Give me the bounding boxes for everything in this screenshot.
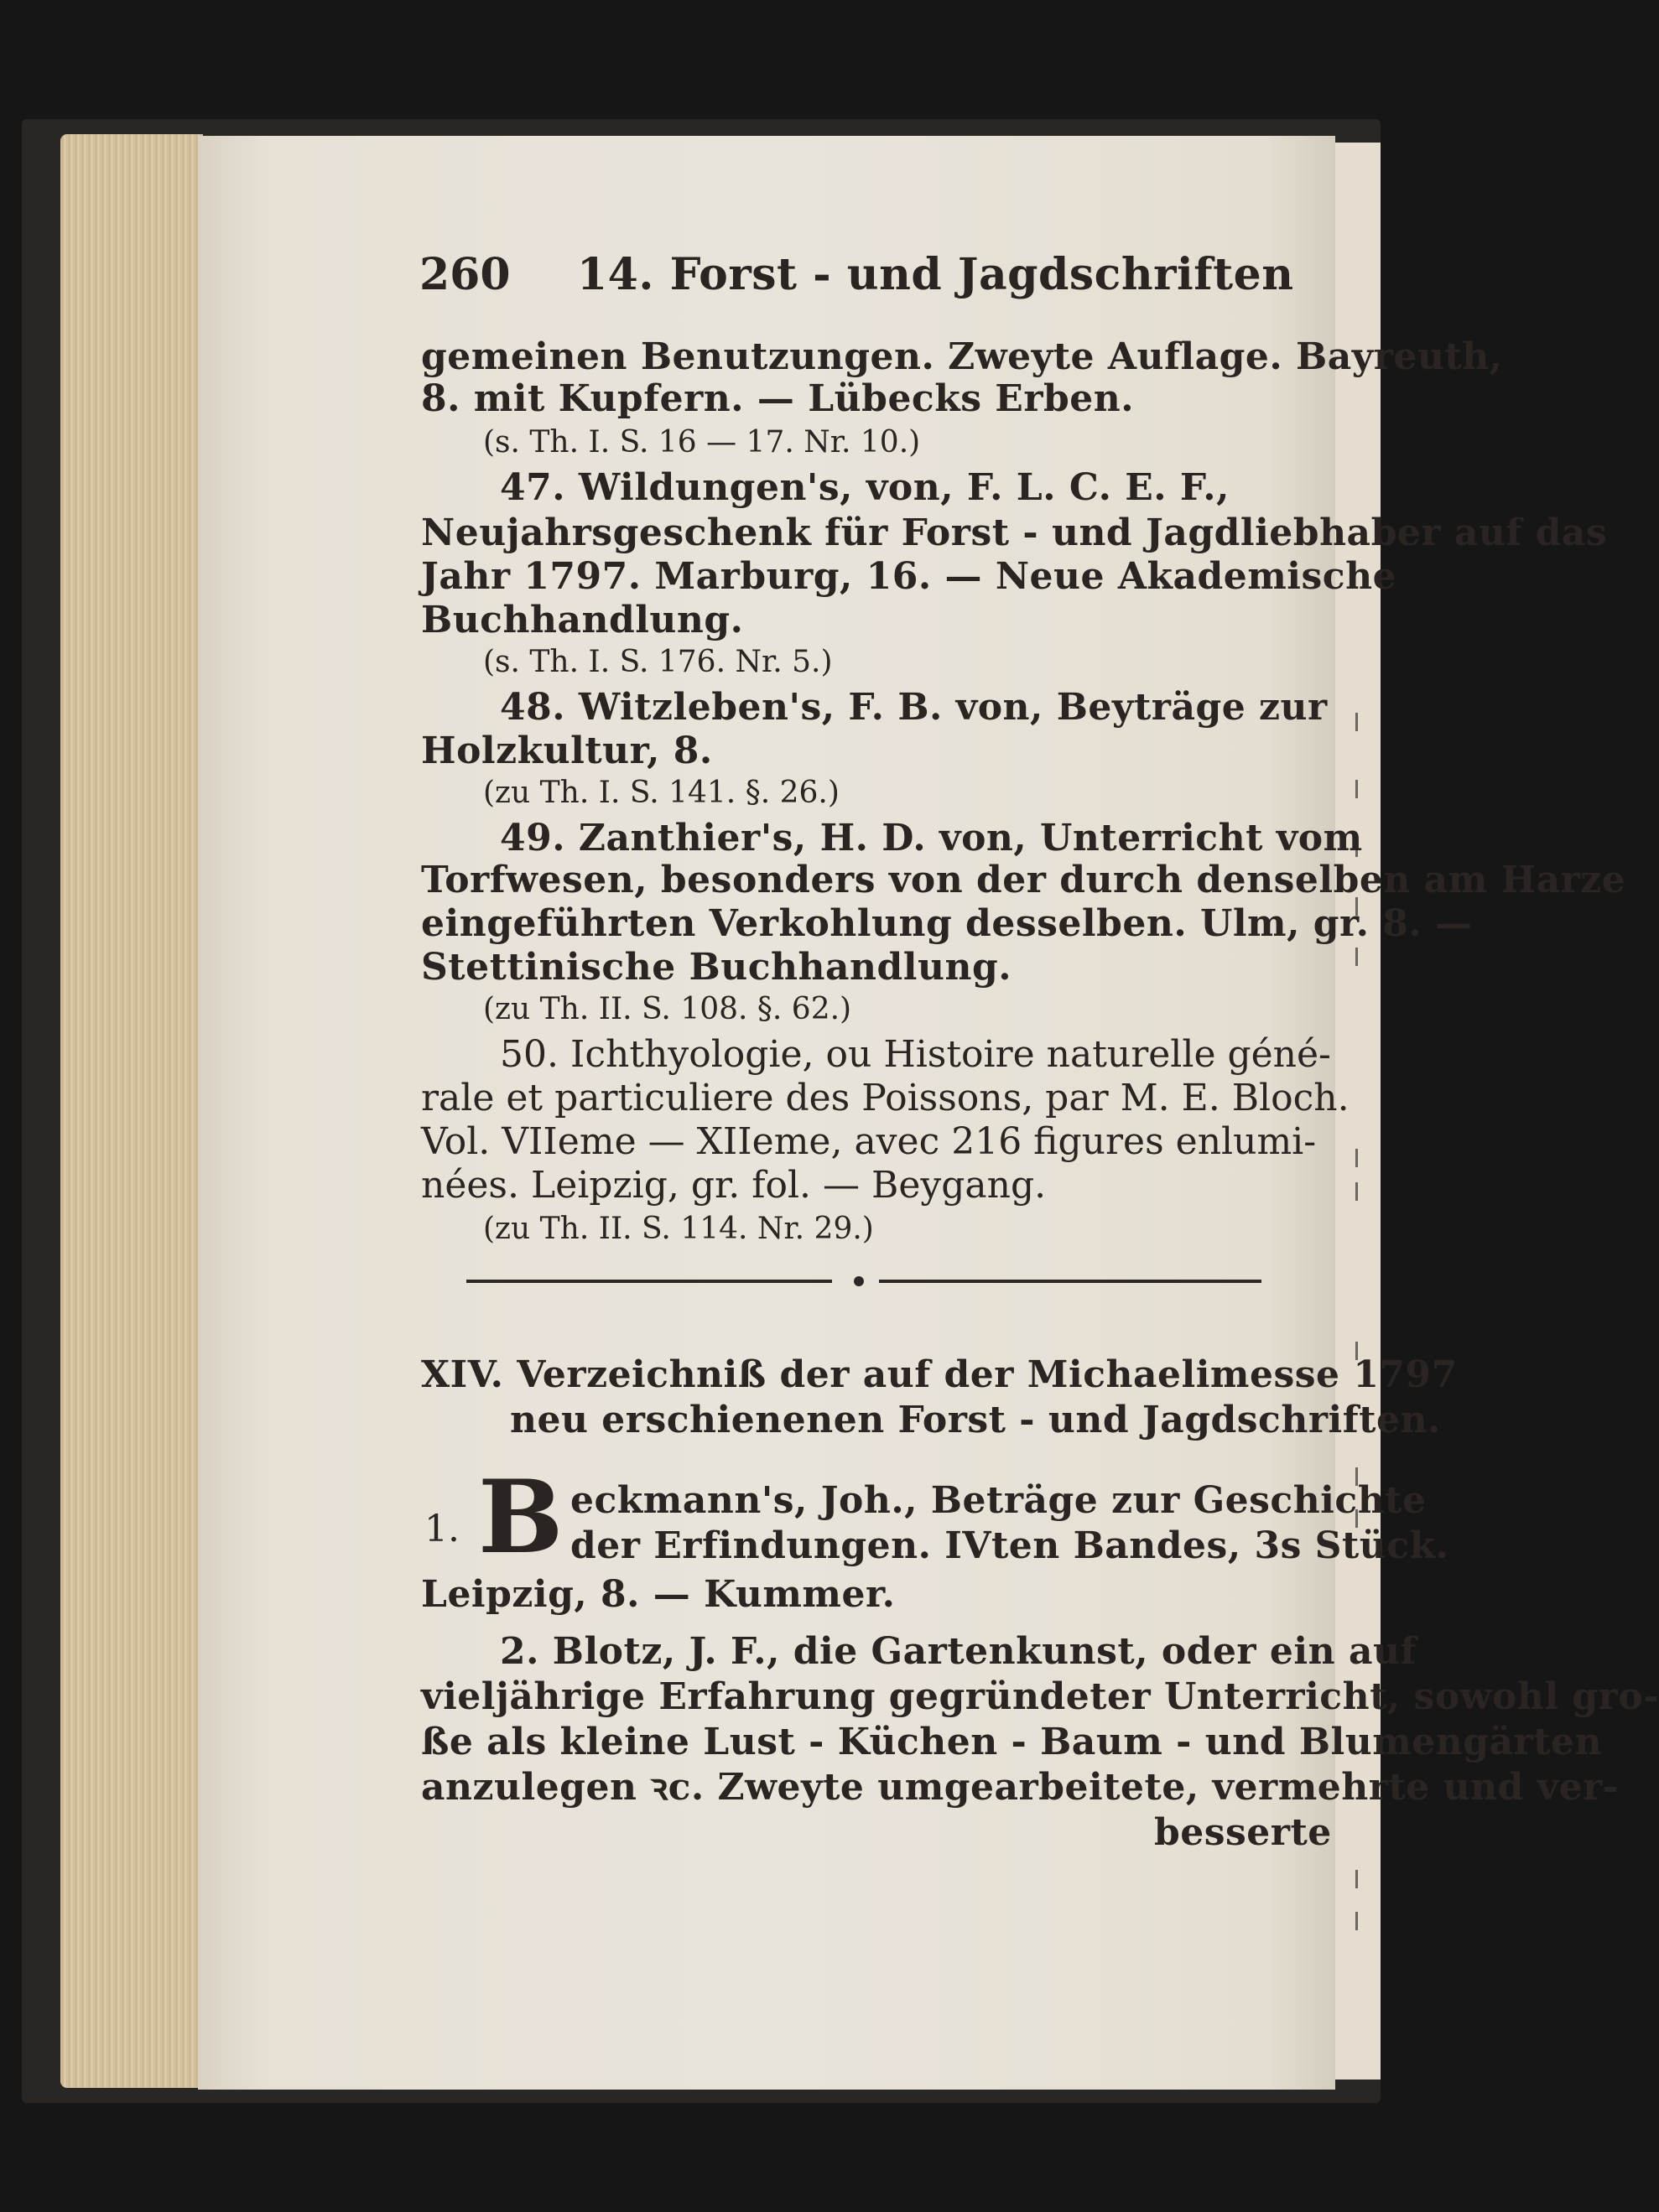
text-line: Neujahrsgeschenk für Forst - und Jagdliebhaber auf das — [421, 511, 1608, 554]
text-line: vieljährige Erfahrung gegründeter Unterricht, sowohl gro- — [421, 1675, 1659, 1718]
section-heading: XIV. Verzeichniß der auf der Michaelimesse 1797 — [421, 1353, 1458, 1396]
text-line: Vol. VIIeme — XIIeme, avec 216 figures enlumi- — [421, 1120, 1317, 1163]
section-heading-continued: neu erschienenen Forst - und Jagdschriften. — [510, 1399, 1441, 1441]
divider-left — [466, 1280, 832, 1283]
entry-heading: 48. Witzleben's, F. B. von, Beyträge zur — [500, 686, 1328, 729]
text-line: Leipzig, 8. — Kummer. — [421, 1573, 896, 1616]
entry-heading: 49. Zanthier's, H. D. von, Unterricht vom — [500, 817, 1363, 859]
entry-heading: 2. Blotz, J. F., die Gartenkunst, oder ein auf — [500, 1630, 1417, 1673]
text-line: gemeinen Benutzungen. Zweyte Auflage. Bayreuth, — [421, 335, 1503, 378]
entry-number: 1. — [424, 1508, 460, 1550]
text-line: eingeführten Verkohlung desselben. Ulm, gr. 8. — — [421, 902, 1473, 945]
facing-page-glyph — [1355, 1912, 1366, 1930]
reference-line: (zu Th. II. S. 114. Nr. 29.) — [483, 1212, 874, 1246]
drop-cap: B — [478, 1458, 564, 1576]
catchword: besserte — [1154, 1811, 1332, 1854]
divider-right — [879, 1280, 1261, 1283]
entry-heading: 47. Wildungen's, von, F. L. C. E. F., — [500, 466, 1230, 509]
facing-page-glyph — [1355, 713, 1366, 731]
reference-line: (zu Th. II. S. 108. §. 62.) — [483, 992, 852, 1026]
facing-page-glyph — [1355, 780, 1366, 798]
text-line: ße als kleine Lust - Küchen - Baum - und Blumengärten — [421, 1721, 1603, 1763]
text-line: anzulegen ꝛc. Zweyte umgearbeitete, vermehrte und ver- — [421, 1766, 1619, 1809]
text-line: rale et particuliere des Poissons, par M. E. Bloch. — [421, 1077, 1350, 1119]
text-line: 8. mit Kupfern. — Lübecks Erben. — [421, 377, 1135, 420]
reference-line: (zu Th. I. S. 141. §. 26.) — [483, 776, 840, 810]
text-line: Buchhandlung. — [421, 599, 744, 641]
text-line: Holzkultur, 8. — [421, 730, 713, 772]
facing-page-glyph — [1355, 948, 1366, 966]
text-line: Jahr 1797. Marburg, 16. — Neue Akademische — [421, 555, 1397, 598]
entry-heading: 50. Ichthyologie, ou Histoire naturelle géné- — [500, 1033, 1331, 1076]
text-line: nées. Leipzig, gr. fol. — Beygang. — [421, 1164, 1047, 1207]
running-head: 14. Forst - und Jagdschriften — [577, 249, 1294, 300]
reference-line: (s. Th. I. S. 16 — 17. Nr. 10.) — [483, 425, 921, 460]
page-number: 260 — [419, 249, 511, 300]
facing-page-glyph — [1355, 1182, 1366, 1201]
text-line: eckmann's, Joh., Beträge zur Geschichte — [570, 1479, 1427, 1522]
text-line: der Erfindungen. IVten Bandes, 3s Stück. — [570, 1524, 1449, 1567]
facing-page-glyph — [1355, 1149, 1366, 1167]
divider-dot — [854, 1276, 864, 1286]
facing-page-glyph — [1355, 1870, 1366, 1888]
book-page — [198, 136, 1659, 2090]
reference-line: (s. Th. I. S. 176. Nr. 5.) — [483, 645, 833, 679]
page-edges — [60, 134, 203, 2088]
text-line: Stettinische Buchhandlung. — [421, 946, 1012, 989]
text-line: Torfwesen, besonders von der durch denselben am Harze — [421, 859, 1626, 901]
